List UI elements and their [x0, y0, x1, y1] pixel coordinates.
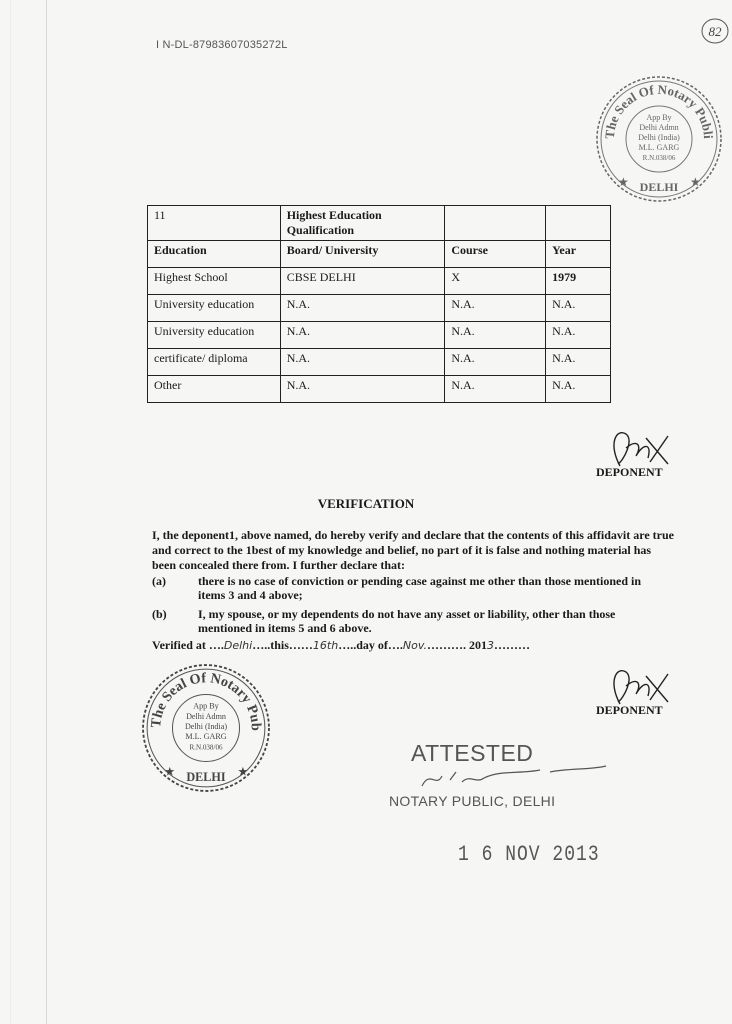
this-label: this: [270, 638, 289, 652]
item-text: there is no case of conviction or pending case against me other than those mentioned in items 3 and 4 above;: [198, 574, 641, 602]
svg-text:Delhi (India): Delhi (India): [638, 133, 680, 142]
place-handwritten: Delhi: [223, 639, 253, 652]
attested-stamp: ATTESTED: [411, 740, 534, 766]
svg-text:App By: App By: [193, 701, 219, 711]
table-cell: X: [445, 268, 546, 295]
svg-text:M.L. GARG: M.L. GARG: [185, 732, 227, 742]
attestation-date: 1 6 NOV 2013: [458, 842, 600, 868]
declaration-item-b: [152, 607, 677, 637]
notary-seal-top: [594, 74, 724, 204]
table-row: [148, 322, 611, 349]
svg-text:Delhi (India): Delhi (India): [184, 722, 228, 732]
table-cell: N.A.: [445, 349, 546, 376]
table-cell: University education: [148, 322, 281, 349]
svg-text:★: ★: [618, 175, 629, 189]
svg-text:★: ★: [237, 764, 249, 779]
svg-text:M.L. GARG: M.L. GARG: [638, 143, 680, 152]
table-cell: certificate/ diploma: [148, 349, 281, 376]
verification-paragraph: I, the deponent1, above named, do hereby verify and declare that the contents of this affidavit are true and correct to the 1best of my knowledge and belief, no part of it is false and nothing material has been concealed there from. I further declare that:: [152, 528, 674, 572]
item-label: (a): [152, 574, 166, 588]
table-row: [148, 268, 611, 295]
table-cell: N.A.: [546, 376, 611, 403]
table-row: [148, 295, 611, 322]
table-cell: 11: [148, 206, 281, 241]
declaration-item-a: [152, 574, 677, 604]
verified-line: Verified at ….Delhi…..this……16th…..day of….Nov.………. 2013………: [152, 638, 530, 652]
table-cell: N.A.: [280, 322, 445, 349]
table-cell: [445, 206, 546, 241]
table-cell: N.A.: [280, 295, 445, 322]
year-prefix: 201: [468, 638, 487, 652]
deponent-label-2: DEPONENT: [596, 703, 663, 717]
table-cell: N.A.: [445, 376, 546, 403]
svg-text:The Seal Of Notary Public: The Seal Of Notary Pub: [148, 670, 264, 731]
document-id: I N-DL-87983607035272L: [156, 39, 288, 51]
notary-public-label: NOTARY PUBLIC, DELHI: [389, 793, 556, 809]
table-cell: N.A.: [445, 295, 546, 322]
page-number-mark: [700, 16, 730, 46]
education-table: [147, 205, 611, 403]
svg-text:App By: App By: [646, 113, 672, 122]
table-header: Board/ University: [280, 241, 445, 268]
month-handwritten: Nov.: [402, 639, 427, 652]
notary-signature: [410, 760, 610, 794]
svg-text:The Seal Of Notary Public: The Seal Of Notary Publi: [601, 81, 717, 140]
year-digit-handwritten: 3: [486, 639, 494, 652]
table-cell: N.A.: [445, 322, 546, 349]
day-handwritten: 16th: [312, 639, 339, 652]
table-row: [148, 349, 611, 376]
table-cell: [546, 206, 611, 241]
table-cell: Highest School: [148, 268, 281, 295]
table-row: [148, 206, 611, 241]
page-fold-line: [46, 0, 47, 1024]
table-cell: CBSE DELHI: [280, 268, 445, 295]
item-label: (b): [152, 607, 167, 621]
table-header-row: [148, 241, 611, 268]
table-row: [148, 376, 611, 403]
svg-text:DELHI: DELHI: [639, 180, 679, 194]
svg-text:R.N.038/06: R.N.038/06: [642, 154, 676, 162]
table-cell: Highest Education Qualification: [280, 206, 445, 241]
item-text: I, my spouse, or my dependents do not have any asset or liability, other than those mentioned in items 5 and 6 above.: [198, 607, 616, 635]
table-cell: N.A.: [280, 349, 445, 376]
notary-seal-bottom: [140, 662, 272, 794]
table-cell: 1979: [546, 268, 611, 295]
svg-text:★: ★: [690, 175, 701, 189]
table-cell: N.A.: [280, 376, 445, 403]
table-cell: Other: [148, 376, 281, 403]
table-cell: N.A.: [546, 349, 611, 376]
svg-text:DELHI: DELHI: [186, 769, 226, 784]
verified-at-label: Verified at: [152, 638, 206, 652]
scan-edge: [10, 0, 11, 1024]
table-header: Course: [445, 241, 546, 268]
deponent-label-1: DEPONENT: [596, 465, 663, 479]
table-header: Education: [148, 241, 281, 268]
table-cell: N.A.: [546, 295, 611, 322]
svg-text:Delhi Admn: Delhi Admn: [186, 711, 226, 721]
table-cell: University education: [148, 295, 281, 322]
svg-text:R.N.038/06: R.N.038/06: [189, 743, 223, 752]
svg-text:Delhi Admn: Delhi Admn: [639, 123, 679, 132]
table-header: Year: [546, 241, 611, 268]
svg-text:82: 82: [708, 24, 722, 39]
table-cell: N.A.: [546, 322, 611, 349]
day-of-label: day of: [356, 638, 388, 652]
svg-text:★: ★: [164, 764, 176, 779]
verification-heading: VERIFICATION: [317, 496, 415, 511]
